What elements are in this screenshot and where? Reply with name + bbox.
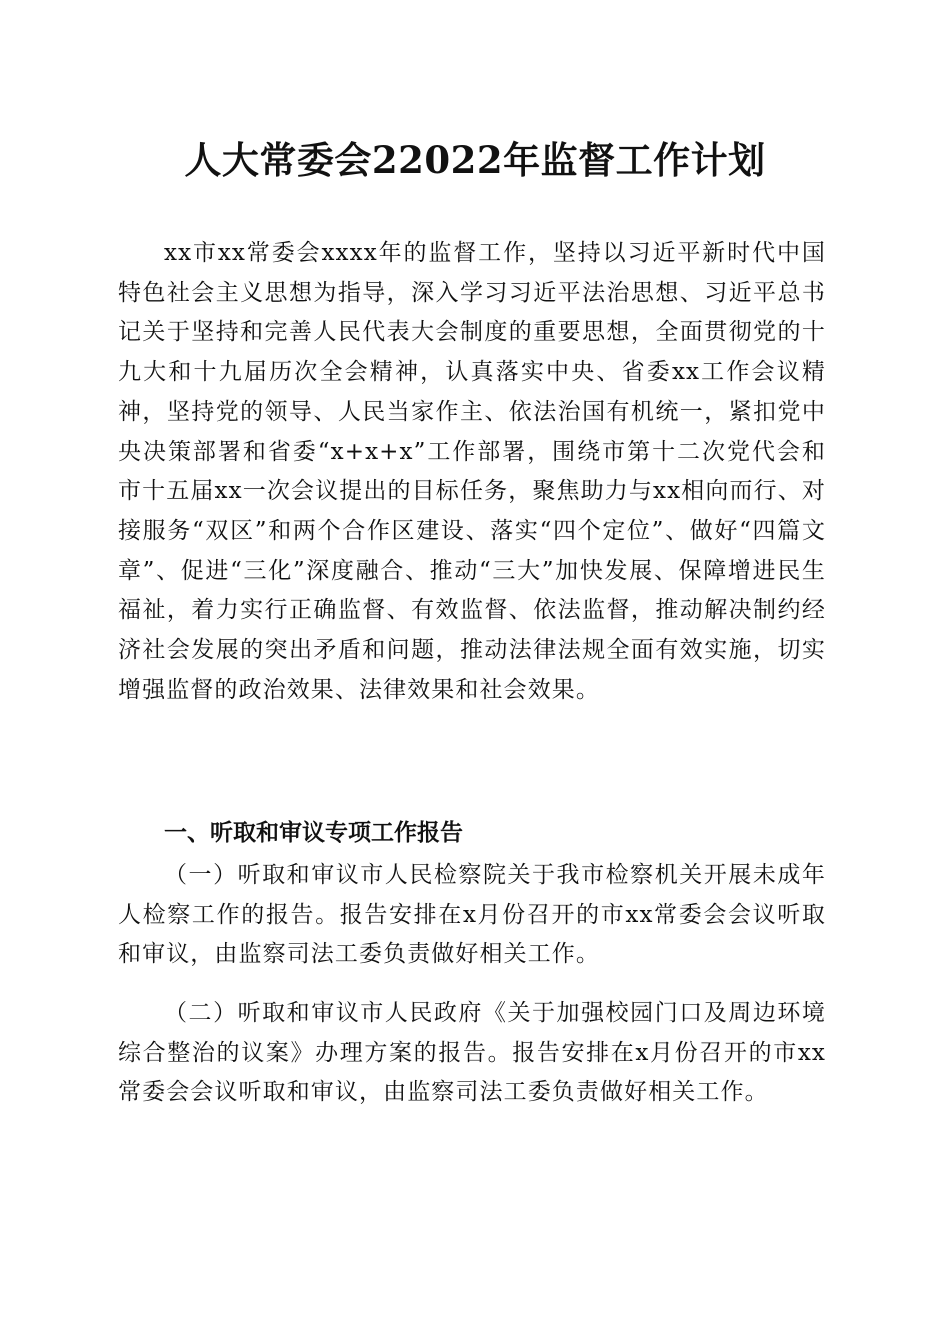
section-heading-1: 一、听取和审议专项工作报告 xyxy=(164,820,463,846)
section1-item-2: （二）听取和审议市人民政府《关于加强校园门口及周边环境综合整治的议案》办理方案的报告。报告安排在x月份召开的市xx常委会会议听取和审议，由监察司法工委负责做好相关工作。 xyxy=(118,1000,826,1106)
section1-item-1: （一）听取和审议市人民检察院关于我市检察机关开展未成年人检察工作的报告。报告安排在x月份召开的市xx常委会会议听取和审议，由监察司法工委负责做好相关工作。 xyxy=(118,862,826,968)
document-title: 人大常委会22022年监督工作计划 xyxy=(184,138,766,182)
intro-paragraph: xx市xx常委会xxxx年的监督工作，坚持以习近平新时代中国特色社会主义思想为指导，深入学习习近平法治思想、习近平总书记关于坚持和完善人民代表大会制度的重要思想，全面贯彻党的十九大和十九届历次全会精神，认真落实中央、省委xx工作会议精神，坚持党的领导、人民当家作主、依法治国有机统一，紧扣党中央决策部署和省委“x+x+x”工作部署，围绕市第十二次党代会和市十五届xx一次会议提出的目标任务，聚焦助力与xx相向而行、对接服务“双区”和两个合作区建设、落实“四个定位”、做好“四篇文章”、促进“三化”深度融合、推动“三大”加快发展、保障增进民生福祉，着力实行正确监督、有效监督、依法监督，推动解决制约经济社会发展的突出矛盾和问题，推动法律法规全面有效实施，切实增强监督的政治效果、法律效果和社会效果。 xyxy=(118,240,826,703)
